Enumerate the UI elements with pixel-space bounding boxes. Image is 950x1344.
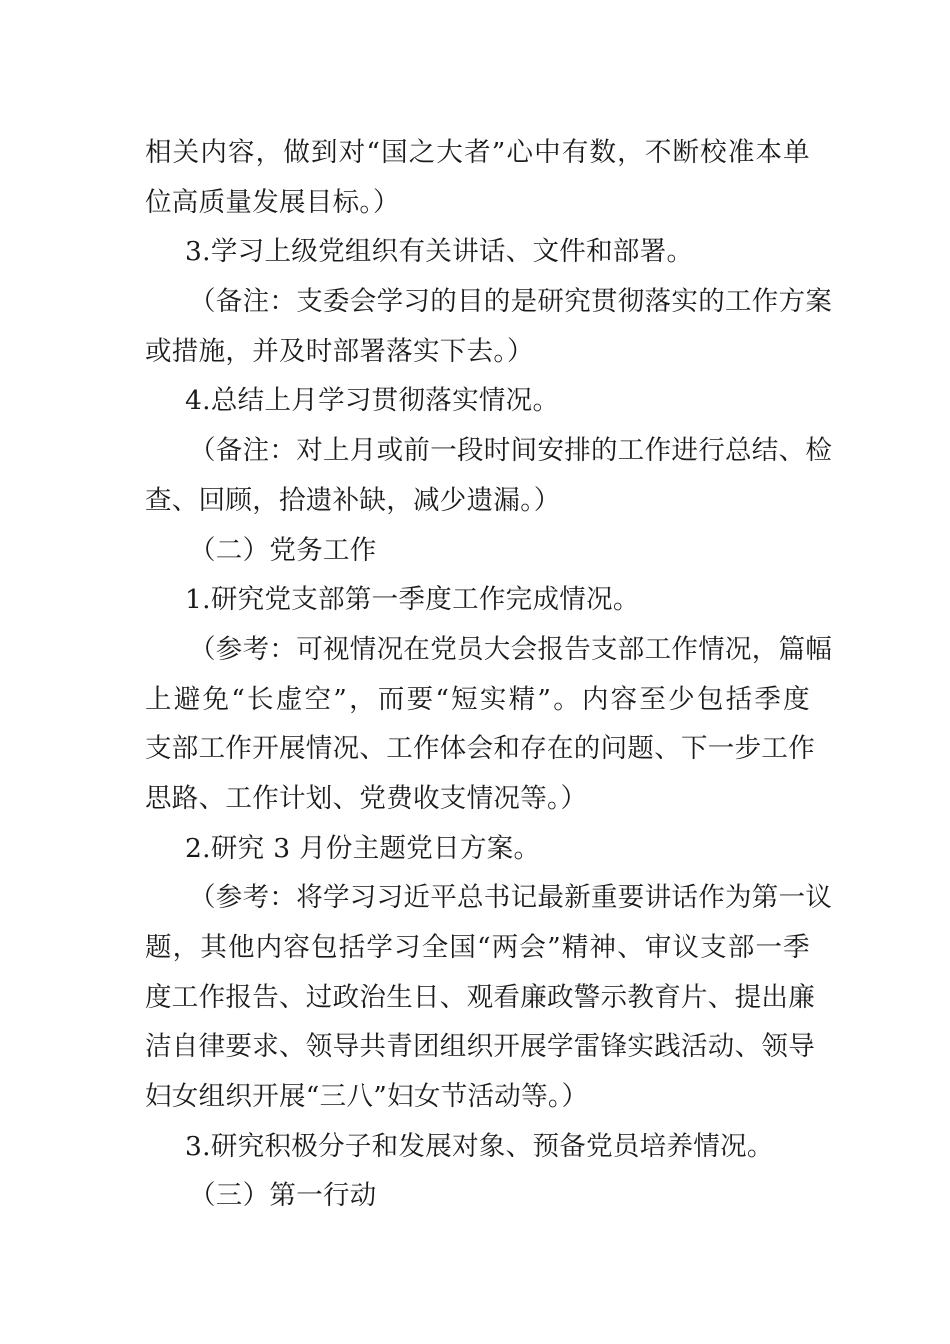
- list-item-line: 3.研究积极分子和发展对象、预备党员培养情况。: [185, 1130, 774, 1162]
- list-item-line: 2.研究 3 月份主题党日方案。: [185, 832, 541, 864]
- note-line: 查、回顾，拾遗补缺，减少遗漏。）: [145, 484, 561, 516]
- note-line: 支部工作开展情况、工作体会和存在的问题、下一步工作: [145, 733, 815, 765]
- note-line: 上避免“长虚空”，而要“短实精”。内容至少包括季度: [145, 683, 810, 715]
- note-line: （备注：支委会学习的目的是研究贯彻落实的工作方案: [189, 286, 833, 318]
- paragraph-line: 位高质量发展目标。）: [145, 186, 400, 218]
- list-item-line: 1.研究党支部第一季度工作完成情况。: [185, 584, 640, 616]
- section-heading: （三）第一行动: [189, 1180, 377, 1212]
- note-line: （参考：可视情况在党员大会报告支部工作情况，篇幅: [189, 633, 833, 665]
- note-line: （备注：对上月或前一段时间安排的工作进行总结、检: [189, 435, 833, 467]
- note-line: 妇女组织开展“三八”妇女节活动等。）: [145, 1081, 589, 1113]
- note-line: （参考：将学习习近平总书记最新重要讲话作为第一议: [189, 882, 833, 914]
- document-body: [145, 128, 833, 1221]
- section-heading: （二）党务工作: [189, 534, 377, 566]
- list-item-line: 3.学习上级党组织有关讲话、文件和部署。: [185, 236, 694, 268]
- note-line: 题，其他内容包括学习全国“两会”精神、审议支部一季: [145, 932, 810, 963]
- list-item-line: 4.总结上月学习贯彻落实情况。: [185, 385, 560, 417]
- note-line: 度工作报告、过政治生日、观看廉政警示教育片、提出廉: [145, 981, 815, 1013]
- note-line: 洁自律要求、领导共青团组织开展学雷锋实践活动、领导: [145, 1031, 815, 1063]
- paragraph-line: 相关内容，做到对“国之大者”心中有数，不断校准本单: [145, 137, 810, 168]
- note-line: 或措施，并及时部署落实下去。）: [145, 335, 534, 367]
- note-line: 思路、工作计划、党费收支情况等。）: [145, 782, 588, 814]
